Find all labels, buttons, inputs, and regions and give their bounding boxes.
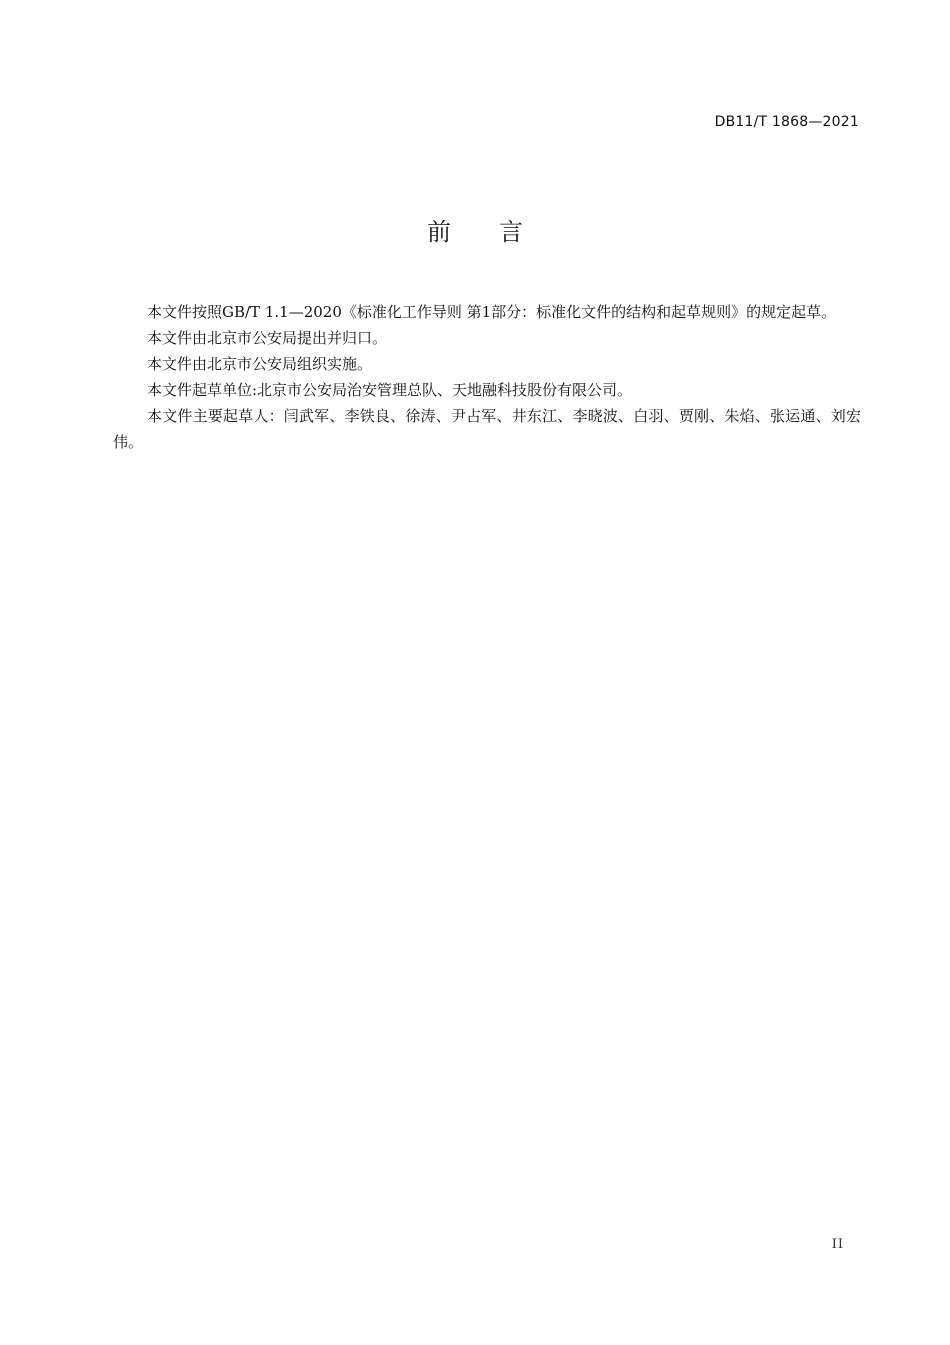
page-number: II	[831, 1237, 844, 1252]
paragraph-proposer: 本文件由北京市公安局提出并归口。	[147, 329, 388, 347]
paragraph-drafting-rules: 本文件按照GB/T 1.1—2020《标准化工作导则 第1部分：标准化文件的结构和起草规则》的规定起草。	[147, 303, 837, 321]
title-char-2: 言	[499, 218, 523, 246]
paragraph-drafting-units: 本文件起草单位:北京市公安局治安管理总队、天地融科技股份有限公司。	[147, 381, 633, 399]
paragraph-drafters: 本文件主要起草人：闫武军、李铁良、徐涛、尹占军、井东江、李晓波、白羽、贾刚、朱焰、张运通、刘宏伟。	[113, 407, 861, 451]
foreword-body	[113, 299, 861, 455]
page-title	[0, 212, 950, 247]
paragraph-implementer: 本文件由北京市公安局组织实施。	[147, 355, 373, 373]
title-char-1: 前	[427, 218, 451, 246]
document-code: DB11/T 1868—2021	[714, 114, 859, 130]
